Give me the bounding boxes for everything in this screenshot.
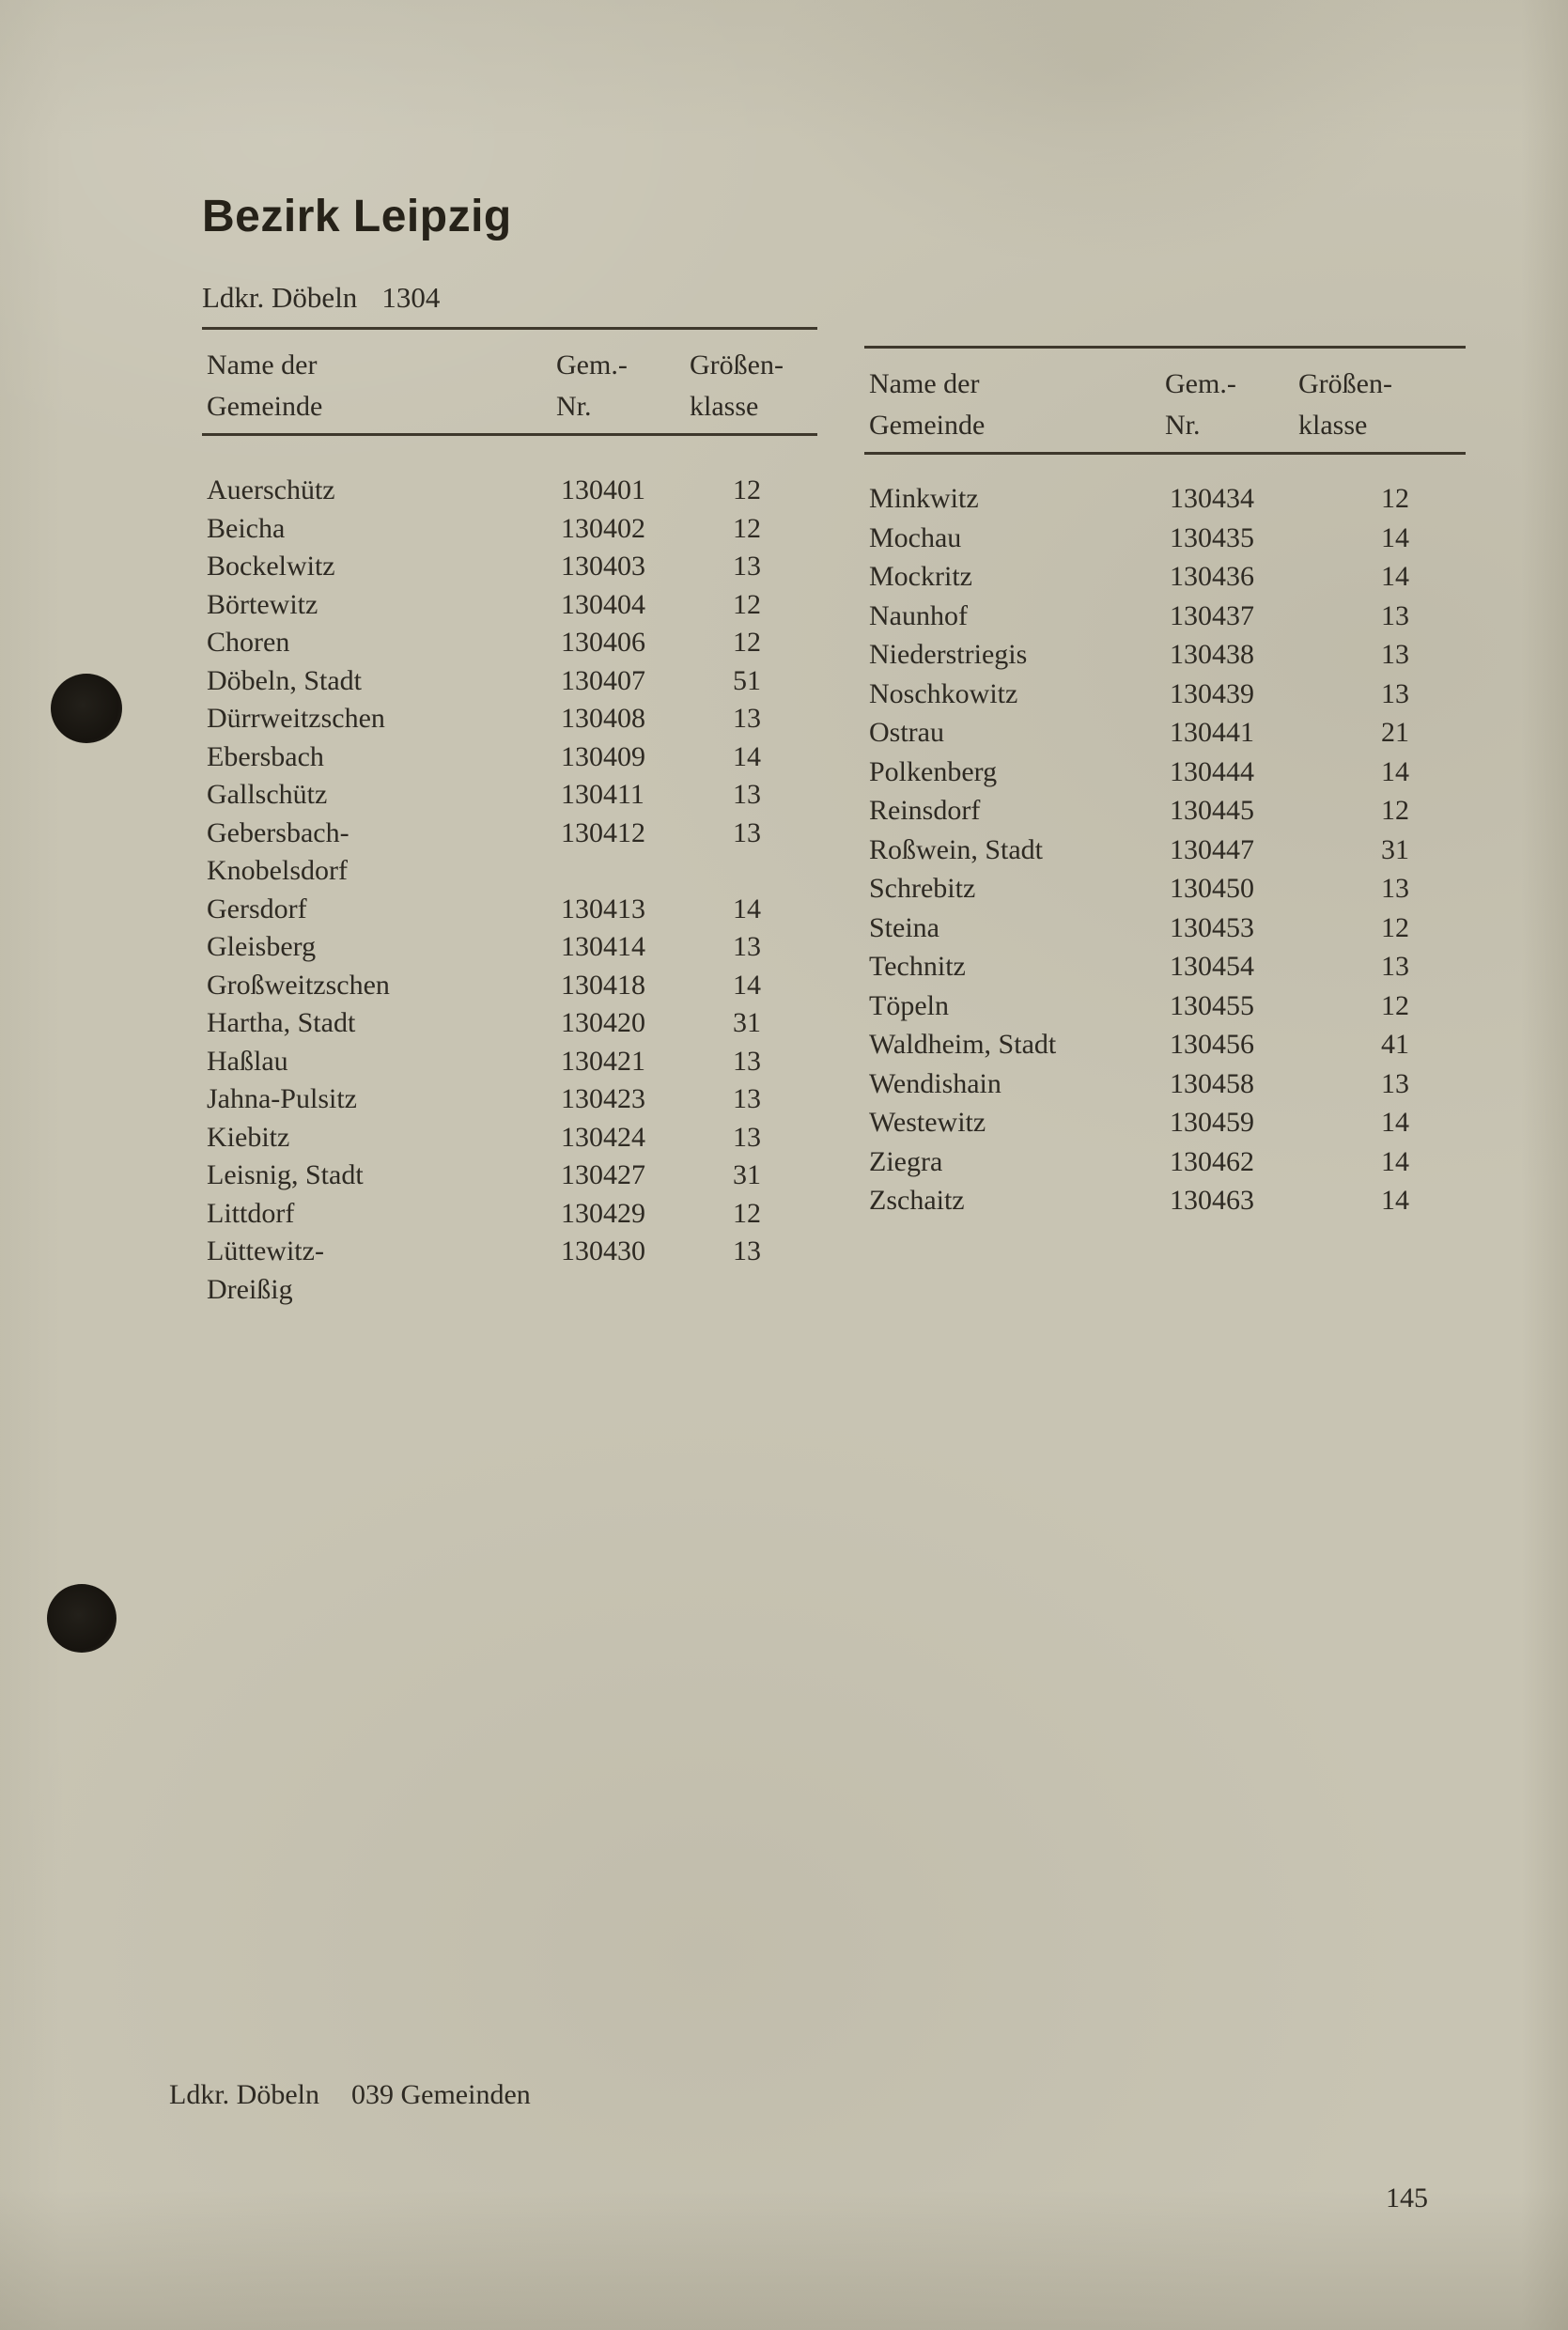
table-body (864, 455, 1466, 1220)
size-class: 41 (1381, 1029, 1409, 1060)
table-row (864, 1064, 1466, 1104)
municipality-name: Beicha (207, 512, 286, 544)
municipality-name: Großweitzschen (207, 969, 390, 1001)
size-class: 13 (733, 1083, 761, 1114)
municipality-number: 130463 (1170, 1185, 1254, 1216)
table-row (202, 1080, 817, 1119)
column-header-klasse: Größen- klasse (690, 350, 784, 422)
table-row (202, 1233, 817, 1309)
municipality-number: 130455 (1170, 989, 1254, 1021)
municipality-number: 130453 (1170, 911, 1254, 943)
table-row (864, 479, 1466, 519)
municipality-name: Mochau (869, 521, 962, 553)
size-class: 13 (733, 1045, 761, 1077)
size-class: 12 (1381, 911, 1409, 943)
municipality-name: Choren (207, 627, 290, 658)
table-row (202, 624, 817, 662)
municipality-name: Gallschütz (207, 779, 328, 810)
footer-gemeinden-count: 039 Gemeinden (350, 2079, 531, 2110)
hole-punch-bottom (47, 1584, 116, 1653)
municipality-name: Wendishain (869, 1067, 1001, 1099)
municipality-name: Reinsdorf (869, 795, 981, 826)
table-row (202, 891, 817, 929)
size-class: 13 (733, 931, 761, 962)
municipality-number: 130435 (1170, 521, 1254, 553)
table-row (202, 967, 817, 1005)
table-header (202, 327, 817, 436)
size-class: 14 (733, 893, 761, 924)
hole-punch-top (51, 674, 122, 743)
municipality-number: 130413 (561, 893, 645, 924)
municipality-number: 130437 (1170, 599, 1254, 631)
municipality-number: 130411 (561, 779, 644, 810)
municipality-number: 130412 (561, 816, 645, 848)
municipality-name: Döbeln, Stadt (207, 664, 362, 696)
size-class: 31 (733, 1159, 761, 1190)
municipality-name: Jahna-Pulsitz (207, 1083, 357, 1114)
size-class: 13 (1381, 599, 1409, 631)
municipality-name: Börtewitz (207, 588, 318, 620)
size-class: 12 (1381, 989, 1409, 1021)
municipality-number: 130423 (561, 1083, 645, 1114)
column-header-gem-nr: Gem.- Nr. (1165, 368, 1236, 441)
municipality-name: Hartha, Stadt (207, 1007, 356, 1038)
size-class: 14 (1381, 1107, 1409, 1138)
municipality-table-left (202, 327, 817, 1309)
municipality-number: 130414 (561, 931, 645, 962)
municipality-name: Bockelwitz (207, 551, 335, 582)
table-row (864, 557, 1466, 597)
size-class: 12 (1381, 483, 1409, 514)
municipality-number: 130458 (1170, 1067, 1254, 1099)
size-class: 14 (1381, 561, 1409, 592)
municipality-number: 130418 (561, 969, 645, 1001)
table-row (864, 753, 1466, 792)
municipality-name: Ziegra (869, 1145, 943, 1177)
size-class: 13 (733, 816, 761, 848)
size-class: 13 (1381, 677, 1409, 709)
municipality-number: 130421 (561, 1045, 645, 1077)
district-heading (202, 281, 440, 315)
table-row (864, 519, 1466, 558)
size-class: 14 (733, 740, 761, 772)
size-class: 13 (1381, 951, 1409, 982)
size-class: 21 (1381, 717, 1409, 748)
municipality-number: 130439 (1170, 677, 1254, 709)
table-row (202, 928, 817, 967)
size-class: 51 (733, 664, 761, 696)
municipality-name: Littdorf (207, 1197, 295, 1229)
municipality-name: Roßwein, Stadt (869, 833, 1043, 865)
table-row (864, 1103, 1466, 1142)
table-row (202, 548, 817, 586)
municipality-name: Gleisberg (207, 931, 317, 962)
municipality-name: Ostrau (869, 717, 944, 748)
size-class: 12 (733, 627, 761, 658)
table-header (864, 346, 1466, 455)
municipality-number: 130441 (1170, 717, 1254, 748)
municipality-number: 130462 (1170, 1145, 1254, 1177)
municipality-name: Waldheim, Stadt (869, 1029, 1057, 1060)
municipality-number: 130445 (1170, 795, 1254, 826)
municipality-name: Minkwitz (869, 483, 979, 514)
size-class: 13 (1381, 639, 1409, 670)
municipality-number: 130454 (1170, 951, 1254, 982)
municipality-name: Zschaitz (869, 1185, 965, 1216)
size-class: 31 (733, 1007, 761, 1038)
size-class: 13 (733, 703, 761, 734)
municipality-number: 130404 (561, 588, 645, 620)
table-row (202, 586, 817, 625)
table-row (864, 1025, 1466, 1064)
size-class: 13 (733, 779, 761, 810)
municipality-name: Niederstriegis (869, 639, 1028, 670)
municipality-name: Leisnig, Stadt (207, 1159, 364, 1190)
size-class: 12 (733, 474, 761, 505)
municipality-name: Dürrweitzschen (207, 703, 385, 734)
municipality-number: 130434 (1170, 483, 1254, 514)
municipality-name: Ebersbach (207, 740, 324, 772)
table-row (864, 1181, 1466, 1220)
size-class: 31 (1381, 833, 1409, 865)
table-row (202, 1195, 817, 1234)
municipality-name: Naunhof (869, 599, 968, 631)
size-class: 12 (733, 1197, 761, 1229)
municipality-name: Schrebitz (869, 873, 976, 904)
size-class: 12 (733, 512, 761, 544)
municipality-name: Technitz (869, 951, 966, 982)
municipality-number: 130444 (1170, 755, 1254, 787)
municipality-number: 130456 (1170, 1029, 1254, 1060)
table-row (202, 700, 817, 738)
column-header-klasse: Größen- klasse (1298, 368, 1392, 441)
page-number: 145 (1386, 2182, 1428, 2214)
table-body (202, 436, 817, 1309)
municipality-name: Auerschütz (207, 474, 335, 505)
table-row (864, 713, 1466, 753)
size-class: 13 (733, 551, 761, 582)
table-row (864, 791, 1466, 831)
footer-summary (169, 2078, 531, 2112)
table-row (864, 986, 1466, 1026)
column-header-name: Name der Gemeinde (207, 350, 323, 422)
table-row (202, 776, 817, 815)
municipality-number: 130459 (1170, 1107, 1254, 1138)
table-row (202, 1119, 817, 1157)
municipality-name: Westewitz (869, 1107, 986, 1138)
table-row (202, 1004, 817, 1043)
municipality-number: 130409 (561, 740, 645, 772)
table-row (202, 662, 817, 701)
municipality-number: 130450 (1170, 873, 1254, 904)
municipality-name: Gersdorf (207, 893, 307, 924)
municipality-number: 130407 (561, 664, 645, 696)
table-row (202, 1043, 817, 1081)
table-row (202, 738, 817, 777)
column-header-gem-nr: Gem.- Nr. (556, 350, 628, 422)
size-class: 13 (733, 1121, 761, 1153)
municipality-number: 130447 (1170, 833, 1254, 865)
footer-district-label: Ldkr. Döbeln (169, 2079, 319, 2110)
district-code: 1304 (381, 281, 441, 314)
municipality-name: Haßlau (207, 1045, 288, 1077)
table-row (202, 1157, 817, 1195)
size-class: 14 (1381, 1185, 1409, 1216)
municipality-name: Mockritz (869, 561, 972, 592)
size-class: 14 (1381, 521, 1409, 553)
municipality-number: 130429 (561, 1197, 645, 1229)
page-title: Bezirk Leipzig (202, 192, 512, 241)
size-class: 12 (1381, 795, 1409, 826)
size-class: 13 (1381, 873, 1409, 904)
size-class: 13 (733, 1235, 761, 1266)
table-row (202, 472, 817, 510)
size-class: 14 (733, 969, 761, 1001)
municipality-number: 130401 (561, 474, 645, 505)
size-class: 12 (733, 588, 761, 620)
size-class: 14 (1381, 1145, 1409, 1177)
column-header-name: Name der Gemeinde (869, 368, 986, 441)
table-row (202, 815, 817, 891)
table-row (864, 831, 1466, 870)
district-label: Ldkr. Döbeln (202, 281, 358, 314)
size-class: 14 (1381, 755, 1409, 787)
table-row (864, 869, 1466, 909)
municipality-number: 130402 (561, 512, 645, 544)
municipality-number: 130406 (561, 627, 645, 658)
table-row (864, 1142, 1466, 1182)
table-row (202, 510, 817, 549)
municipality-number: 130424 (561, 1121, 645, 1153)
municipality-name: Polkenberg (869, 755, 998, 787)
municipality-name: Gebersbach- Knobelsdorf (207, 816, 349, 886)
table-row (864, 909, 1466, 948)
municipality-number: 130427 (561, 1159, 645, 1190)
municipality-number: 130436 (1170, 561, 1254, 592)
municipality-number: 130403 (561, 551, 645, 582)
municipality-name: Lüttewitz- Dreißig (207, 1235, 324, 1305)
municipality-number: 130438 (1170, 639, 1254, 670)
table-row (864, 947, 1466, 986)
municipality-name: Steina (869, 911, 939, 943)
municipality-number: 130420 (561, 1007, 645, 1038)
municipality-table-right (864, 346, 1466, 1220)
municipality-name: Noschkowitz (869, 677, 1018, 709)
table-row (864, 675, 1466, 714)
table-row (864, 597, 1466, 636)
table-row (864, 635, 1466, 675)
municipality-name: Kiebitz (207, 1121, 290, 1153)
municipality-number: 130430 (561, 1235, 645, 1266)
size-class: 13 (1381, 1067, 1409, 1099)
municipality-name: Töpeln (869, 989, 949, 1021)
municipality-number: 130408 (561, 703, 645, 734)
